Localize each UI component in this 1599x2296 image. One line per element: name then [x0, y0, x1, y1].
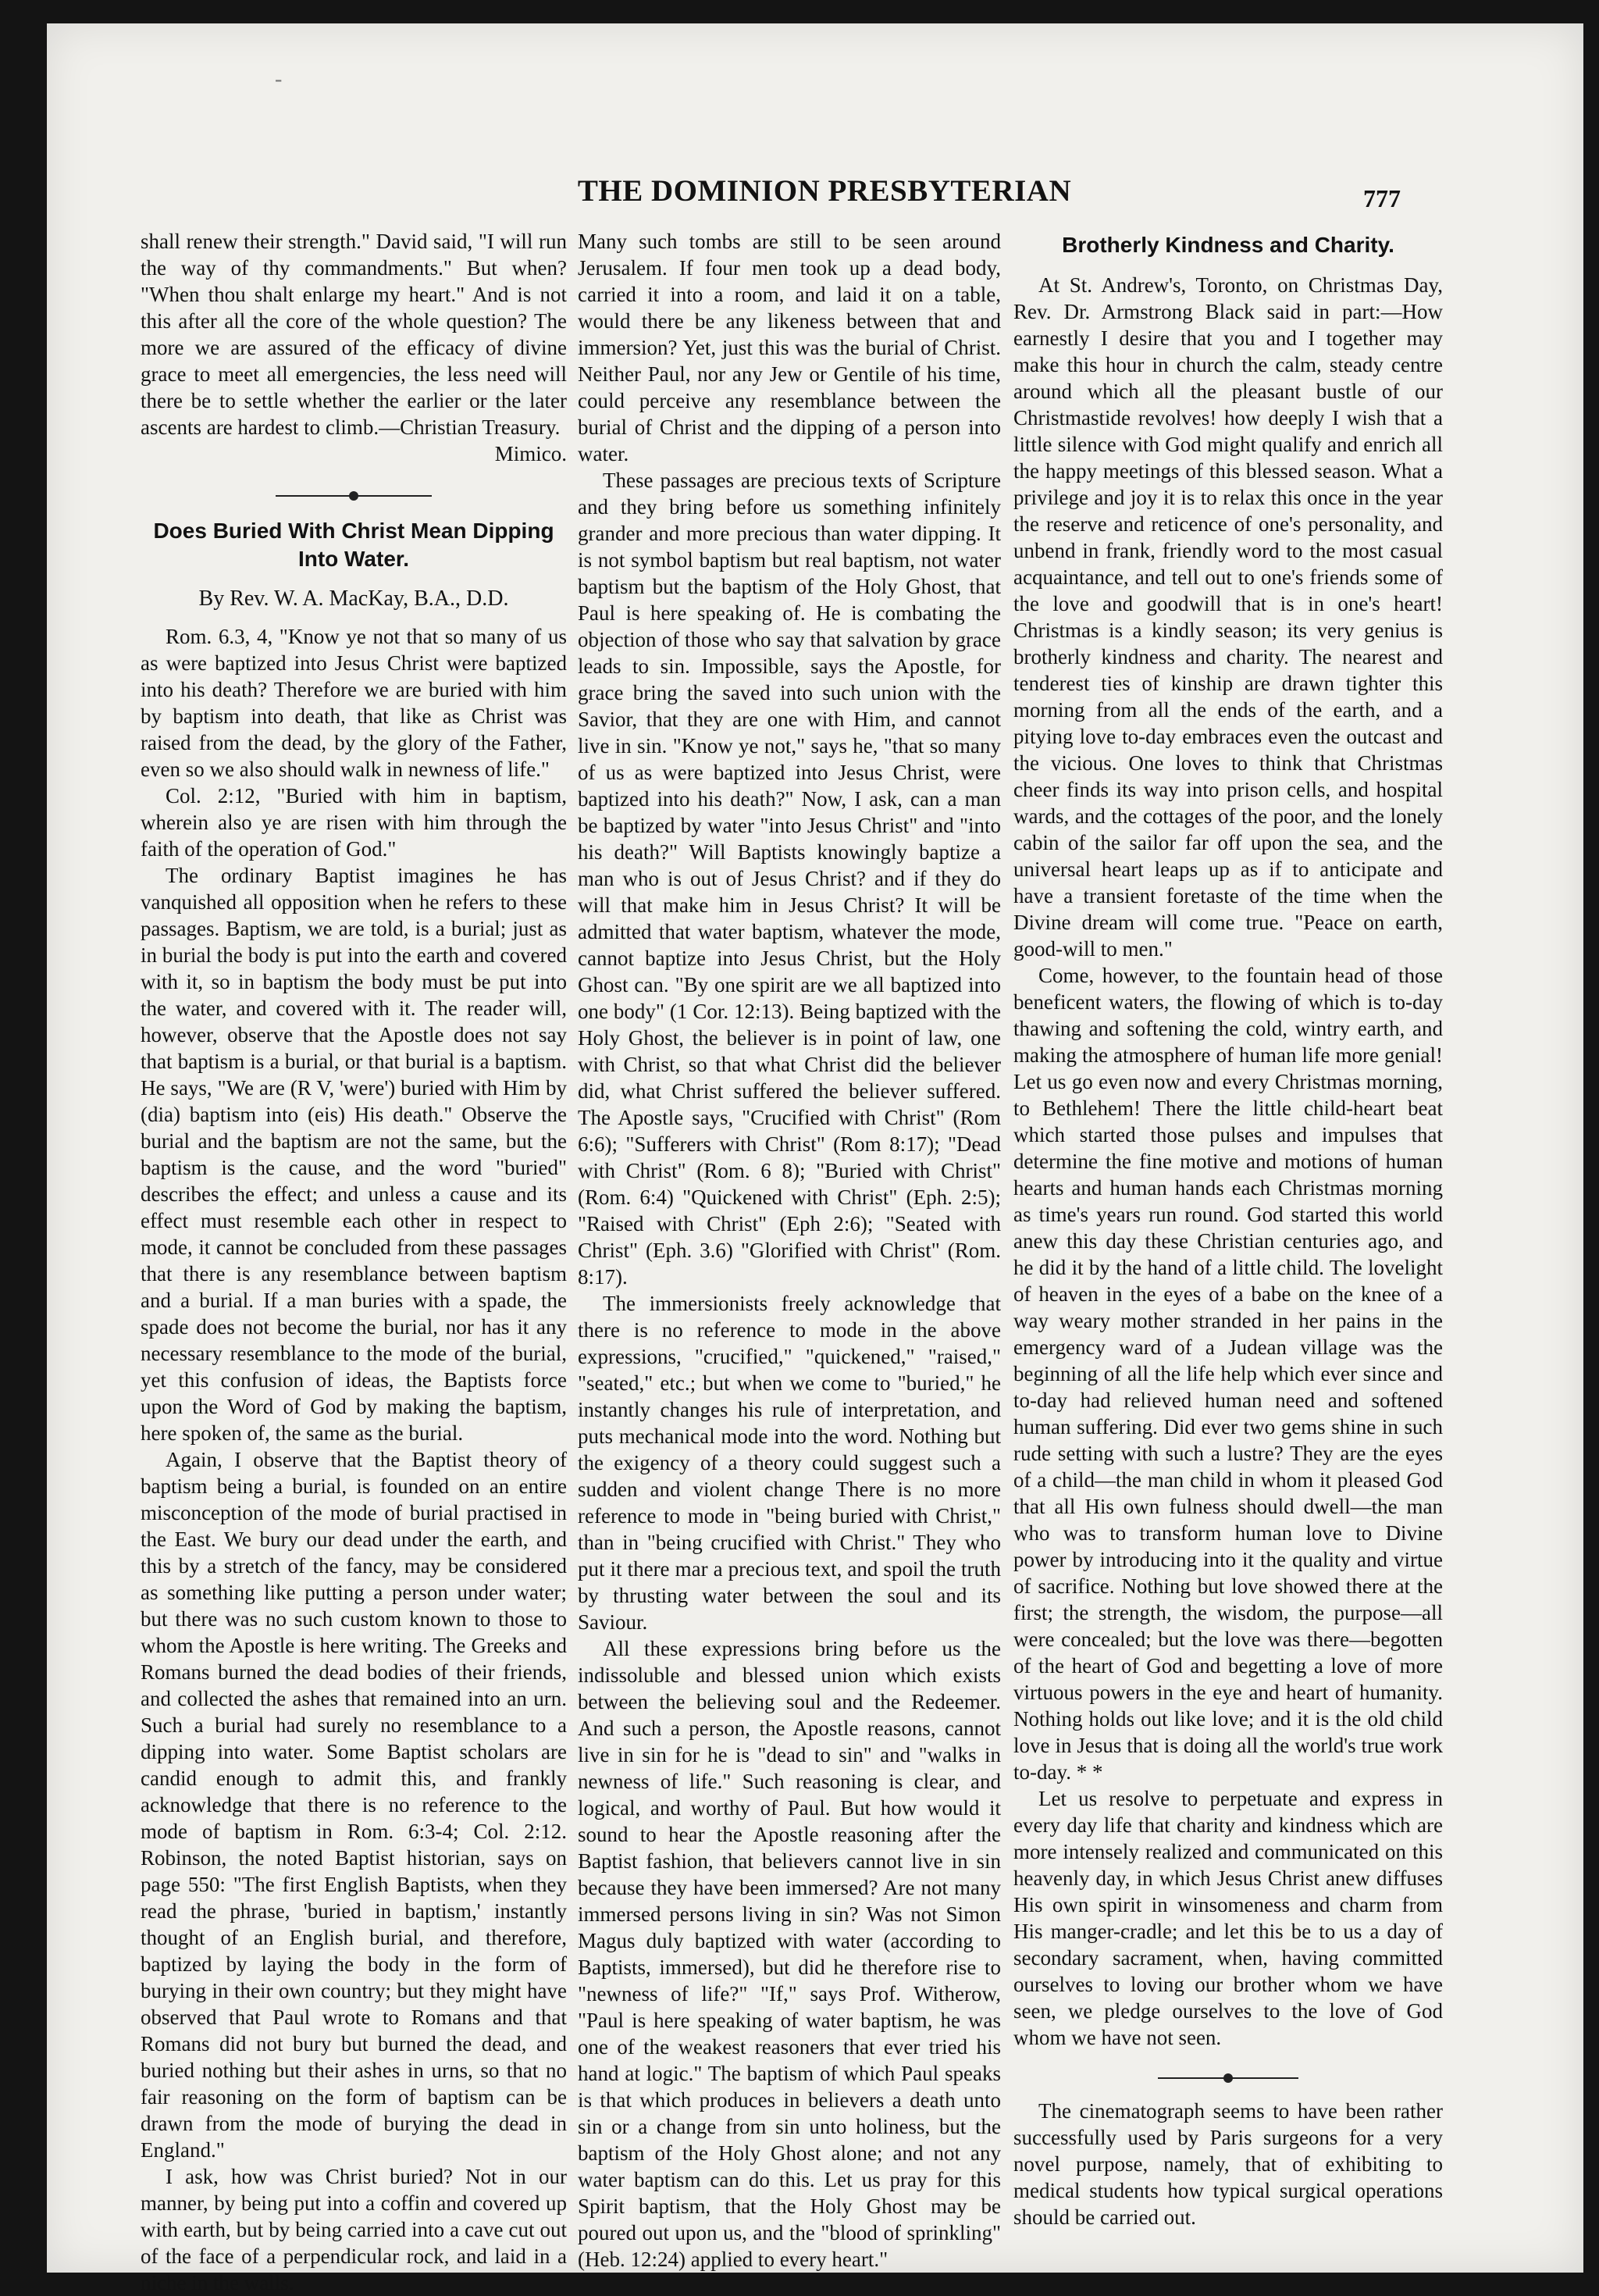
- newspaper-page: [47, 23, 1583, 2294]
- paragraph: The immersionists freely acknowledge that there is no reference to mode in the above expressions, "crucified," "quickened," "raised," "seated," etc.; but when we come to "buried," he instantly changes his rule of interpretation, and puts mechanical mode into the word. Nothing but the exigency of a theory could suggest such a sudden and violent change There is no more reference to mode in "being buried with Christ," than in "being crucified with Christ." They who put it there mar a precious text, and spoil the truth by thrusting water between the soul and its Saviour.: [578, 1292, 1001, 1634]
- paragraph: All these expressions bring before us the indissoluble and blessed union which exists between the believing soul and the Redeemer. And such a person, the Apostle reasons, cannot live in sin for he is "dead to sin" and "walks in newness of life." Such reasoning is clear, and logical, and worthy of Paul. But how would it sound to hear the Apostle reasoning after the Baptist fashion, that believers cannot live in sin because they have been immersed? Are not many immersed persons living in sin? Was not Simon Magus duly baptized with water (according to Baptists, immersed), but did he therefore rise to "newness of life?" "If," says Prof. Witherow, "Paul is here speaking of water baptism, he was one of the weakest reasoners that ever tried his hand at logic." The baptism of which Paul speaks is that which produces in believers a death unto sin or a change from sin unto holiness, but the baptism of the Holy Ghost alone; and not any water baptism can do this. Let us pray for this Spirit baptism, that the Holy Ghost may be poured out upon us, and the "blood of sprinkling" (Heb. 12:24) applied to every heart.": [578, 1637, 1001, 2271]
- article-title: Brotherly Kindness and Charity.: [1062, 233, 1394, 257]
- column-left: [141, 228, 567, 2296]
- paragraph: Many such tombs are still to be seen around Jerusalem. If four men took up a dead body, carried it into a room, and laid it on a table, would there be any likeness between that and immersion? Yet, just this was the burial of Christ. Neither Paul, nor any Jew or Gentile of his time, could perceive any resemblance between the burial of Christ and the dipping of a person into water.: [578, 230, 1001, 465]
- running-title: THE DOMINION PRESBYTERIAN: [577, 174, 1072, 208]
- paragraph: Col. 2:12, "Buried with him in baptism, wherein also ye are risen with him through the faith of the operation of God.": [141, 784, 567, 861]
- paragraph: These passages are precious texts of Scripture and they bring before us something infinitely grander and more precious than water dipping. It is not symbol baptism but real baptism, not water baptism but the baptism of the Holy Ghost, that Paul is here speaking of. He is combating the objection of those who say that salvation by grace leads to sin. Impossible, says the Apostle, for grace bring the saved into such union with the Savior, that they are one with Him, and cannot live in sin. "Know ye not," says he, "that so many of us as were baptized into Jesus Christ, were baptized into his death?" Now, I ask, can a man be baptized by water "into Jesus Christ" and "into his death?" Will Baptists knowingly baptize a man who is out of Jesus Christ? and if they do will that make him in Jesus Christ? It will be admitted that water baptism, whatever the mode, cannot baptize into Jesus Christ, but the Holy Ghost can. "By one spirit are we all baptized into one body" (1 Cor. 12:13). Being baptized with the Holy Ghost, the believer is in point of law, one with Christ, so that what Christ did the believer did, what Christ suffered the believer suffered. The Apostle says, "Crucified with Christ" (Rom 6:6); "Sufferers with Christ" (Rom 8:17); "Dead with Christ" (Rom. 6 8); "Buried with Christ" (Rom. 6:4) "Quickened with Christ" (Eph. 2:5); "Raised with Christ" (Eph 2:6); "Seated with Christ" (Eph. 3.6) "Glorified with Christ" (Rom. 8:17).: [578, 469, 1001, 1289]
- column-right: [1013, 228, 1443, 2230]
- section-divider: [1158, 2073, 1298, 2084]
- paragraph: Come, however, to the fountain head of those beneficent waters, the flowing of which is to-day thawing and softening the cold, wintry earth, and making the atmosphere of human life more genial! Let us go even now and every Christmas morning, to Bethlehem! There the little child-heart beat which started those pulses and impulses that determine the fine motive and motions of human hearts and human hands each Christmas morning as time's years run round. God started this world anew this day these Christian centuries ago, and he did it by the hand of a little child. The lovelight of heaven in the eyes of a babe on the knee of a way weary mother stranded in her pains in the emergency ward of a Judean village was the beginning of all the life help which ever since and to-day had relieved human need and softened human suffering. Did ever two gems shine in such rude setting with such a lustre? They are the eyes of a child—the man child in whom it pleased God that all His own fulness should dwell—the man who was to transform human love to Divine power by introducing into it the quality and virtue of sacrifice. Nothing but love showed there at the first; the strength, the wisdom, the purpose—all were concealed; but the love was there—begotten of the heart of God and begetting a love of more virtuous powers in the eye and heart of humanity. Nothing holds out like love; and it is the old child love in Jesus that is doing all the world's true work to-day. * *: [1013, 964, 1443, 1784]
- paragraph: Rom. 6.3, 4, "Know ye not that so many of us as were baptized into Jesus Christ were baptized into his death? Therefore we are buried with him by baptism into death, that like as Christ was raised from the dead, by the glory of the Father, even so we also should walk in newness of life.": [141, 625, 567, 781]
- paragraph: At St. Andrew's, Toronto, on Christmas Day, Rev. Dr. Armstrong Black said in part:—How earnestly I desire that you and I together may make this hour in church the calm, steady centre around which all the pleasant bustle of our Christmastide revolves! how deeply I wish that a little silence with God might qualify and enrich all the happy meetings of this blessed season. What a privilege and joy it is to relax this once in the year the reserve and reticence of one's personality, and unbend in frank, friendly word to the most casual acquaintance, and tell out to one's friends some of the love and goodwill that is in one's heart! Christmas is a kindly season; its very genius is brotherly kindness and charity. The nearest and tenderest ties of kinship are drawn tighter this morning from all the ends of the earth, and a pitying love to-day embraces even the outcast and the vicious. One loves to think that Christmas cheer finds its way into prison cells, and hospital wards, and the cottages of the poor, and the lonely cabin of the sailor far off upon the sea, and the universal heart leaps up as if to anticipate and have a transient foretaste of the time when the Divine dream will come true. "Peace on earth, good-will to men.": [1013, 273, 1443, 961]
- paragraph: The cinematograph seems to have been rather successfully used by Paris surgeons for a very novel purpose, namely, that of exhibiting to medical students how typical surgical operations should be carried out.: [1013, 2099, 1443, 2229]
- paragraph: I ask, how was Christ buried? Not in our manner, by being put into a coffin and covered up with earth, but by being carried into a cave cut out of the face of a perpendicular rock, and laid in a niche in the walls.: [141, 2165, 567, 2294]
- paragraph: Again, I observe that the Baptist theory of baptism being a burial, is founded on an entire misconception of the mode of burial practised in the East. We bury our dead under the earth, and this by a stretch of the fancy, may be considered as something like putting a person under water; but there was no such custom known to those to whom the Apostle is here writing. The Greeks and Romans burned the dead bodies of their friends, and collected the ashes that remained into an urn. Such a burial had surely no resemblance to a dipping into water. Some Baptist scholars are candid enough to admit this, and frankly acknowledge that there is no reference to the mode of baptism in Rom. 6:3-4; Col. 2:12. Robinson, the noted Baptist historian, says on page 550: "The first English Baptists, when they read the phrase, 'buried in baptism,' instantly thought of an English burial, and therefore, baptized by laying the body in the form of burying in their own country; but they might have observed that Paul wrote to Romans and that Romans did not bury but burned the dead, and buried nothing but their ashes in urns, so that no fair reasoning on the form of baptism can be drawn from the mode of burying the dead in England.": [141, 1448, 567, 2162]
- article-byline: By Rev. W. A. MacKay, B.A., D.D.: [198, 586, 509, 611]
- margin-mark: -: [275, 67, 283, 91]
- section-divider: [276, 490, 432, 501]
- attribution-place: Mimico.: [494, 442, 567, 465]
- column-middle: [578, 228, 1001, 2273]
- page-number: 777: [1363, 184, 1401, 212]
- paragraph: The ordinary Baptist imagines he has vanquished all opposition when he refers to these passages. Baptism, we are told, is a burial; just as in burial the body is put into the earth and covered with it, so in baptism the body must be put into the water, and covered with it. The reader will, however, observe that the Apostle does not say that baptism is a burial, or that burial is a baptism. He says, "We are (R V, 'were') buried with Him by (dia) baptism into (eis) His death." Observe the burial and the baptism are not the same, but the baptism is the cause, and the word "buried" describes the effect; and unless a cause and its effect must resemble each other in respect to mode, it cannot be concluded from these passages that there is any resemblance between baptism and a burial. If a man buries with a spade, the spade does not become the burial, nor has it any necessary resemblance to the mode of the burial, yet this confusion of ideas, the Baptists force upon the Word of God by making the baptism, here spoken of, the same as the burial.: [141, 864, 567, 1445]
- paragraph: shall renew their strength." David said, "I will run the way of thy commandments." But when? "When thou shalt enlarge my heart." And is not this after all the core of the whole question? The more we are assured of the efficacy of divine grace to meet all emergencies, the less need will there be to settle whether the earlier or the later ascents are hardest to climb.—Christian Treasury.: [141, 230, 567, 439]
- paragraph: Let us resolve to perpetuate and express in every day life that charity and kindness which are more intensely realized and communicated on this heavenly day, in which Jesus Christ anew diffuses His own spirit in winsomeness and charm from His manger-cradle; and let this be to us a day of secondary sacrament, when, having committed ourselves to loving our brother whom we have seen, we pledge ourselves to the love of God whom we have not seen.: [1013, 1787, 1443, 2049]
- article-title: Does Buried With Christ Mean Dipping Into Water.: [153, 519, 554, 571]
